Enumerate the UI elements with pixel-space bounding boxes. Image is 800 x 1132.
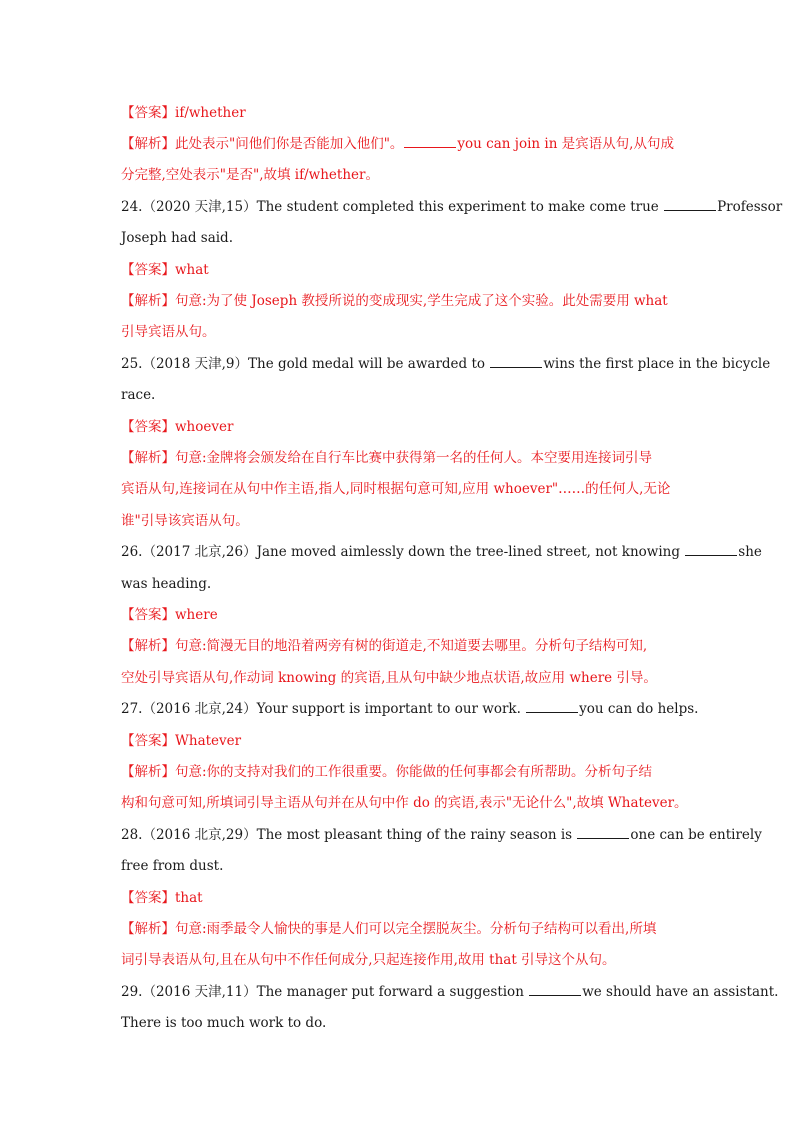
line-text: wins the first place in the bicycle (543, 356, 771, 372)
document-line (121, 856, 686, 876)
line-text: 宾语从句,连接词在从句中作主语,指人,同时根据句意可知,应用 whoever"……的任何人,无论 (121, 481, 671, 497)
document-line (121, 762, 686, 782)
answer-blank (577, 825, 629, 839)
line-text: 29.（2016 天津,11）The manager put forward a suggestion (121, 984, 529, 1000)
document-line (121, 950, 686, 970)
document-line (121, 636, 686, 656)
line-text: 【答案】where (121, 607, 218, 623)
line-text: 词引导表语从句,且在从句中不作任何成分,只起连接作用,故用 that 引导这个从句。 (121, 952, 616, 968)
line-text: 【答案】Whatever (121, 733, 242, 749)
document-line (121, 605, 686, 625)
line-text: we should have an assistant. (582, 984, 779, 1000)
document-line (121, 354, 771, 374)
document-line (121, 793, 686, 813)
document-line (121, 479, 686, 499)
document-line (121, 228, 686, 248)
line-text: 26.（2017 北京,26）Jane moved aimlessly down the tree-lined street, not knowing (121, 544, 685, 560)
line-text: she (738, 544, 762, 560)
document-line (121, 982, 779, 1002)
document-line (121, 103, 686, 123)
line-text: one can be entirely (630, 827, 762, 843)
line-text: 28.（2016 北京,29）The most pleasant thing of the rainy season is (121, 827, 577, 843)
document-line (121, 699, 699, 719)
line-text: race. (121, 387, 156, 403)
line-text: 分完整,空处表示"是否",故填 if/whether。 (121, 167, 379, 183)
document-line (121, 417, 686, 437)
line-text: 【解析】句意:你的支持对我们的工作很重要。你能做的任何事都会有所帮助。分析句子结 (121, 764, 653, 780)
document-line (121, 888, 686, 908)
line-text: Joseph had said. (121, 230, 233, 246)
line-text: free from dust. (121, 858, 224, 874)
line-text: 【解析】句意:雨季最令人愉快的事是人们可以完全摆脱灰尘。分析句子结构可以看出,所填 (121, 921, 657, 937)
document-line (121, 448, 686, 468)
document-line (121, 668, 686, 688)
document-line (121, 574, 686, 594)
line-text: 【答案】what (121, 262, 209, 278)
line-text: Professor (717, 199, 783, 215)
document-line (121, 385, 686, 405)
line-text: you can do helps. (579, 701, 699, 717)
line-text: 空处引导宾语从句,作动词 knowing 的宾语,且从句中缺少地点状语,故应用 where 引导。 (121, 670, 657, 686)
line-text: 谁"引导该宾语从句。 (121, 513, 249, 529)
line-text: 27.（2016 北京,24）Your support is important to our work. (121, 701, 526, 717)
answer-blank (526, 699, 578, 713)
line-text: 【解析】句意:为了使 Joseph 教授所说的变成现实,学生完成了这个实验。此处需要用 what (121, 293, 668, 309)
line-text: 【解析】此处表示"问他们你是否能加入他们"。 (121, 136, 404, 152)
line-text: 【答案】that (121, 890, 203, 906)
line-text: was heading. (121, 576, 212, 592)
answer-blank (685, 542, 737, 556)
line-text: 引导宾语从句。 (121, 324, 216, 340)
answer-blank (529, 982, 581, 996)
answer-blank (490, 354, 542, 368)
document-line (121, 731, 686, 751)
document-line (121, 260, 686, 280)
document-line (121, 919, 686, 939)
line-text: 【答案】if/whether (121, 105, 246, 121)
line-text: 24.（2020 天津,15）The student completed this experiment to make come true (121, 199, 664, 215)
line-text: 【解析】句意:简漫无目的地沿着两旁有树的街道走,不知道要去哪里。分析句子结构可知, (121, 638, 648, 654)
document-line (121, 197, 783, 217)
document-line (121, 291, 686, 311)
answer-blank (404, 134, 456, 148)
document-line (121, 1013, 686, 1033)
answer-blank (664, 197, 716, 211)
document-line (121, 542, 762, 562)
line-text: 构和句意可知,所填词引导主语从句并在从句中作 do 的宾语,表示"无论什么",故填 Whatever。 (121, 795, 688, 811)
document-line (121, 825, 762, 845)
document-line (121, 165, 686, 185)
document-line (121, 511, 686, 531)
line-text: 【解析】句意:金牌将会颁发给在自行车比赛中获得第一名的任何人。本空要用连接词引导 (121, 450, 653, 466)
line-text: you can join in 是宾语从句,从句成 (457, 136, 674, 152)
line-text: 25.（2018 天津,9）The gold medal will be awarded to (121, 356, 490, 372)
document-line (121, 134, 686, 154)
line-text: There is too much work to do. (121, 1015, 327, 1031)
document-line (121, 322, 686, 342)
line-text: 【答案】whoever (121, 419, 234, 435)
